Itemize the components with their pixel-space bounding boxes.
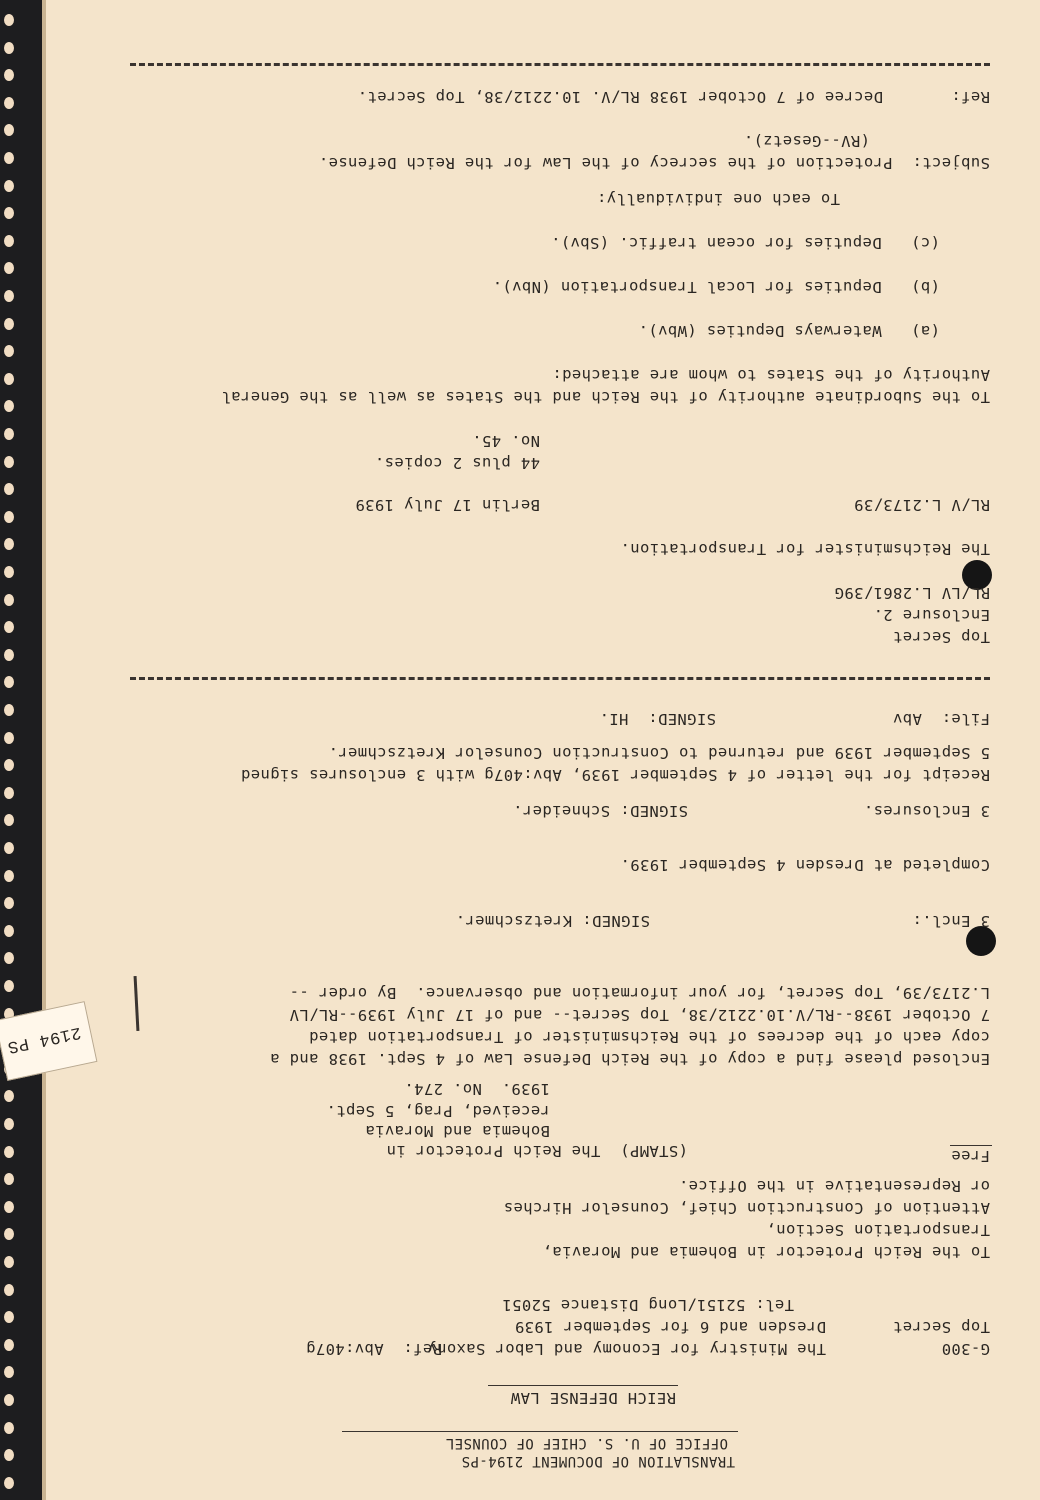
document-number: G-300: [941, 1340, 990, 1358]
binder-hole: [4, 759, 14, 771]
binder-hole: [4, 1201, 14, 1213]
address-line-3: Attention of Construction Chief, Counselor Hirches: [503, 1199, 990, 1217]
binder-hole: [4, 207, 14, 219]
document-title: REICH DEFENSE LAW: [510, 1389, 676, 1407]
binder-hole: [4, 787, 14, 799]
binder-hole: [4, 1477, 14, 1489]
binder-hole: [4, 1311, 14, 1323]
binder-hole: [4, 14, 14, 26]
decree-reference: Ref: Decree of 7 October 1938 RL/V. 10.2212/38, Top Secret.: [357, 88, 990, 106]
ps-exhibit-number: 2194 PS: [5, 1021, 83, 1056]
place-and-date: Berlin 17 July 1939: [355, 496, 540, 514]
receipt-stamp-line-4: 1939. No. 274.: [404, 1080, 550, 1098]
free-marking: Free: [951, 1147, 990, 1165]
signature-kretzschmer: SIGNED: Kretzschmer.: [455, 912, 650, 930]
body-line-1: Enclosed please find a copy of the Reich Defense Law of 4 Sept. 1938 and a: [269, 1050, 990, 1068]
binder-hole: [4, 483, 14, 495]
binder-hole: [4, 676, 14, 688]
binder-hole: [4, 1284, 14, 1296]
binder-hole: [4, 180, 14, 192]
classification-1: Top Secret: [892, 1318, 990, 1336]
binder-hole: [4, 649, 14, 661]
separator-dashes-2: [130, 63, 990, 66]
address-line-4: or Representative in the Office.: [678, 1177, 990, 1195]
ministry-line-1: The Ministry for Economy and Labor Saxony: [426, 1340, 826, 1358]
reference-1: Ref: Abv:407g: [305, 1340, 442, 1358]
binder-hole: [4, 345, 14, 357]
body-line-4: L.2173/39, Top Secret, for your information and observance. By order --: [289, 984, 990, 1002]
binder-hole: [4, 428, 14, 440]
file-reference: File: Abv: [892, 710, 990, 728]
binder-hole: [4, 97, 14, 109]
binder-hole: [4, 1339, 14, 1351]
body-line-3: 7 October 1938--RL/V.10.2212/38, Top Secret-- and of 17 July 1939--RL/LV: [289, 1006, 990, 1024]
binder-hole: [4, 1449, 14, 1461]
binder-hole: [4, 1394, 14, 1406]
binder-hole: [4, 1090, 14, 1102]
enclosure-label: Enclosure 2.: [873, 606, 990, 624]
binder-hole: [4, 621, 14, 633]
receipt-line-1: Receipt for the letter of 4 September 1939, Abv:407g with 3 enclosures signed: [240, 766, 990, 784]
binder-hole: [4, 152, 14, 164]
binder-hole: [4, 842, 14, 854]
binder-hole: [4, 235, 14, 247]
recipients-line-1: To the Subordinate authority of the Reich and the States as well as the General: [221, 388, 990, 406]
copy-number: No. 45.: [471, 432, 540, 450]
binder-hole: [4, 870, 14, 882]
receipt-line-2: 5 September 1939 and returned to Construction Counselor Kretzschmer.: [328, 744, 990, 762]
free-underline: [950, 1145, 992, 1146]
binder-hole: [4, 1228, 14, 1240]
certification-underline: [342, 1431, 738, 1432]
document-text-layer: [46, 0, 1040, 1500]
individually-line: To each one individually:: [596, 190, 840, 208]
signature-hi: SIGNED: HI.: [599, 710, 716, 728]
binder-hole: [4, 566, 14, 578]
binder-hole: [4, 124, 14, 136]
binder-hole: [4, 1118, 14, 1130]
binder-hole: [4, 704, 14, 716]
binder-hole: [4, 1256, 14, 1268]
subject-line-2: (RV--Gesetz).: [743, 132, 870, 150]
binder-hole: [4, 980, 14, 992]
binder-hole: [4, 897, 14, 909]
title-underline: [488, 1385, 678, 1386]
enclosures-count-1: 3 Encl.:: [912, 912, 990, 930]
binder-hole: [4, 511, 14, 523]
certification-line-1: TRANSLATION OF DOCUMENT 2194-PS: [461, 1453, 735, 1469]
sender: The Reichsminister for Transportation.: [620, 540, 990, 558]
binder-strip: [0, 0, 42, 1500]
copies-count: 44 plus 2 copies.: [374, 454, 540, 472]
certification-line-2: OFFICE OF U. S. CHIEF OF COUNSEL: [445, 1435, 728, 1451]
binder-hole: [4, 1366, 14, 1378]
classification-2: Top Secret: [892, 628, 990, 646]
binder-hole: [4, 262, 14, 274]
separator-dashes-1: [130, 677, 990, 680]
recipient-item-c: (c) Deputies for ocean traffic. (Sbv).: [550, 234, 940, 252]
binder-hole: [4, 1173, 14, 1185]
binder-hole: [4, 69, 14, 81]
binder-hole: [4, 1146, 14, 1158]
telephone: Tel: 52151/Long Distance 52051: [502, 1296, 794, 1314]
enclosures-count-2: 3 Enclosures.: [863, 802, 990, 820]
signature-schneider: SIGNED: Schneider.: [512, 802, 688, 820]
address-line-1: To the Reich Protector in Bohemia and Moravia,: [542, 1243, 990, 1261]
subject-line-1: Subject: Protection of the secrecy of the Law for the Reich Defense.: [318, 154, 990, 172]
completed-line: Completed at Dresden 4 September 1939.: [620, 856, 990, 874]
receipt-stamp-line-3: received, Prag, 5 Sept.: [326, 1102, 550, 1120]
binder-hole: [4, 42, 14, 54]
recipient-item-a: (a) Waterways Deputies (Wbv).: [638, 322, 940, 340]
recipients-line-2: Authority of the States to whom are attached:: [552, 366, 990, 384]
binder-hole: [4, 1422, 14, 1434]
binder-hole: [4, 456, 14, 468]
file-number: RL/V L.2173/39: [853, 496, 990, 514]
body-line-2: copy each of the decrees of the Reichsminister of Transportation dated: [308, 1028, 990, 1046]
binder-hole: [4, 400, 14, 412]
reference-number-2: RL/LV L.2861/39G: [834, 584, 990, 602]
receipt-stamp-line-2: Bohemia and Moravia: [365, 1122, 550, 1140]
receipt-stamp-line-1: (STAMP) The Reich Protector in: [386, 1142, 688, 1160]
binder-hole: [4, 594, 14, 606]
binder-hole: [4, 732, 14, 744]
binder-hole: [4, 318, 14, 330]
binder-hole: [4, 925, 14, 937]
address-line-2: Transportation Section,: [766, 1221, 990, 1239]
binder-hole: [4, 952, 14, 964]
recipient-item-b: (b) Deputies for Local Transportation (Nbv).: [492, 278, 940, 296]
binder-hole: [4, 538, 14, 550]
ministry-line-2: Dresden and 6 for September 1939: [514, 1318, 826, 1336]
binder-hole: [4, 290, 14, 302]
binder-hole: [4, 373, 14, 385]
binder-hole: [4, 814, 14, 826]
